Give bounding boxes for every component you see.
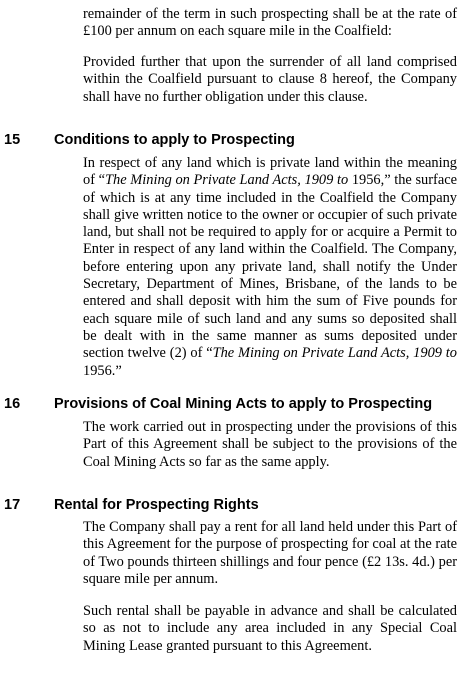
section-16-title: Provisions of Coal Mining Acts to apply to Prospecting (54, 396, 433, 412)
intro-paragraph-2: Provided further that upon the surrender of all land comprised within the Coalfield pursuant to clause 8 hereof, the Company shall have no further obligation under this clause. (83, 54, 457, 105)
section-15-text-part: 1956.” (83, 362, 122, 379)
act-year-italic: , 1909 (297, 172, 337, 189)
act-to-italic: to (336, 172, 349, 189)
act-to-italic: to (445, 345, 457, 362)
section-15-text-part: 1956,” the surface of which is at any time included in the Coalfield the Company shall give written notice to the owner or occupier of such private land, but shall not be required to apply for or acquire a Permit to Enter in respect of any land within the Coalfield. The Company, before entering upon any private land, shall notify the Under Secretary, Department of Mines, Brisbane, of the lands to be entered and shall deposit with him the sum of Five pounds for each square mile of such land and any sums so deposited shall be dealt with in the same manner as sums deposited under section twelve (2) of “ (83, 172, 458, 362)
section-16-body: The work carried out in prospecting under the provisions of this Part of this Agreement shall be subject to the provisions of the Coal Mining Acts so far as the same apply. (83, 419, 457, 470)
section-15-number: 15 (4, 132, 21, 148)
act-name-italic: The Mining on Private Land Acts (212, 345, 406, 362)
section-17-title: Rental for Prospecting Rights (54, 497, 259, 513)
section-15-text-part: In respect of any land which is private land within the meaning of “ (83, 155, 457, 189)
section-15-title: Conditions to apply to Prospecting (54, 132, 295, 148)
act-year-italic: , 1909 (405, 345, 446, 362)
intro-paragraph-1: remainder of the term in such prospecting shall be at the rate of £100 per annum on each square mile in the Coalfield: (83, 6, 457, 40)
section-17-number: 17 (4, 497, 21, 513)
section-17-body-2: Such rental shall be payable in advance and shall be calculated so as not to include any area included in any Special Coal Mining Lease granted pursuant to this Agreement. (83, 603, 457, 654)
section-17-body: The Company shall pay a rent for all land held under this Part of this Agreement for the purpose of prospecting for coal at the rate of Two pounds thirteen shillings and four pence (£2 13s. 4d.) per square mile per annum. (83, 519, 457, 587)
section-16-number: 16 (4, 396, 21, 412)
section-15-body (83, 155, 457, 380)
act-name-italic: The Mining on Private Land Acts (105, 172, 298, 189)
